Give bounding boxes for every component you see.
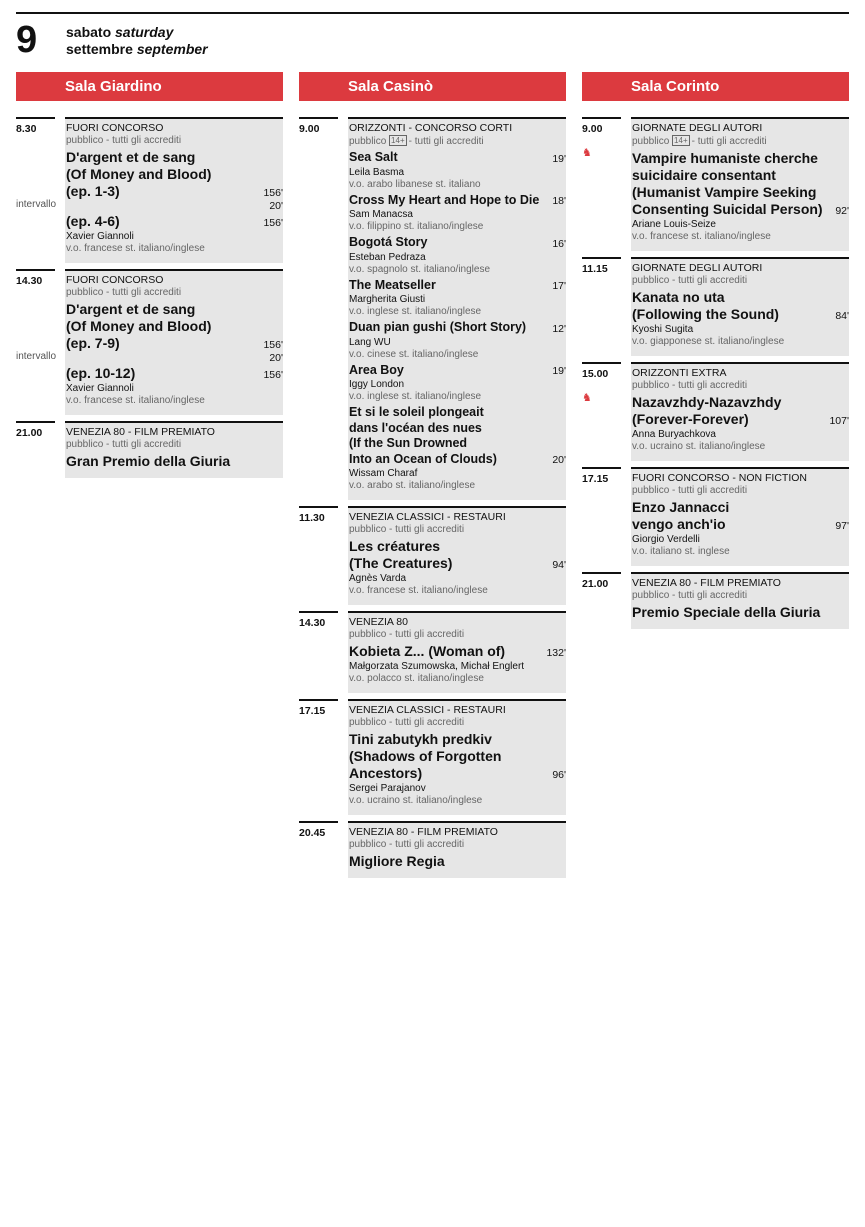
film-title: Les créatures: [349, 538, 441, 554]
film-title: Ancestors): [349, 765, 423, 781]
film-title: Cross My Heart and Hope to Die: [349, 192, 540, 207]
film-entry: [349, 193, 566, 234]
director: Lang WU: [349, 336, 391, 348]
section-label: VENEZIA 80 - FILM PREMIATO: [349, 826, 498, 838]
section-label: ORIZZONTI - CONCORSO CORTI: [349, 122, 513, 134]
duration: 12': [552, 322, 566, 335]
film-title: Et si le soleil plongeait: [349, 405, 484, 419]
section-label: FUORI CONCORSO: [66, 122, 164, 134]
language-info: v.o. filippino st. italiano/inglese: [349, 221, 484, 232]
screening-box: [631, 362, 849, 461]
duration: 94': [552, 559, 566, 571]
film-title: Migliore Regia: [349, 853, 445, 869]
section-label: VENEZIA CLASSICI - RESTAURI: [349, 511, 506, 523]
screening-box: [65, 421, 283, 478]
film-title: Vampire humaniste cherche: [632, 150, 818, 166]
time-cell: [582, 117, 631, 251]
film-title: Premio Speciale della Giuria: [632, 604, 821, 620]
access-audience: pubblico: [349, 136, 387, 147]
film-entry: [632, 604, 849, 621]
film-title: Into an Ocean of Clouds): [349, 451, 497, 466]
age-badge: 14+: [674, 136, 688, 145]
episode-label: (ep. 7-9): [66, 335, 120, 351]
screening-box: [348, 611, 566, 693]
film-title: vengo anch'io: [632, 516, 726, 532]
director: Giorgio Verdelli: [632, 534, 700, 545]
section-label: VENEZIA 80 - FILM PREMIATO: [66, 426, 215, 438]
screening-time: 14.30: [299, 617, 326, 629]
access-label: pubblico - tutti gli accrediti: [66, 287, 182, 298]
access-accreditation: - tutti gli accrediti: [408, 136, 484, 147]
film-entry: [349, 235, 566, 276]
section-label: VENEZIA 80: [349, 616, 408, 628]
screening-time: 15.00: [582, 368, 609, 380]
film-title: Nazavzhdy-Nazavzhdy: [632, 394, 782, 410]
language-info: v.o. inglese st. italiano/inglese: [349, 391, 482, 402]
director: Wissam Charaf: [349, 468, 418, 479]
screening-box: [631, 257, 849, 356]
director: Sergei Parajanov: [349, 783, 426, 794]
director: Xavier Giannoli: [66, 383, 134, 394]
duration: 20': [552, 454, 566, 466]
column-sala-giardino: [16, 72, 283, 484]
director: Małgorzata Szumowska, Michał Englert: [349, 661, 525, 672]
film-entry: [66, 453, 283, 470]
screening-time: 21.00: [16, 427, 43, 439]
access-label: pubblico - tutti gli accrediti: [349, 717, 465, 728]
duration: 97': [835, 520, 849, 532]
screening-time: 8.30: [16, 123, 37, 135]
duration: 92': [835, 205, 849, 217]
language-info: v.o. spagnolo st. italiano/inglese: [349, 263, 491, 275]
episode-label: (ep. 10-12): [66, 365, 136, 381]
screening-box: [348, 117, 566, 500]
screening-time: 21.00: [582, 578, 609, 590]
film-entry: [66, 149, 283, 255]
director: Margherita Giusti: [349, 294, 426, 305]
film-title: Bogotá Story: [349, 235, 428, 249]
screening-slot: [582, 362, 849, 461]
film-title: The Meatseller: [349, 277, 436, 292]
screening-box: [348, 821, 566, 878]
language-info: v.o. francese st. italiano/inglese: [66, 395, 205, 406]
column-sala-casino: [299, 72, 566, 884]
screening-box: [65, 269, 283, 415]
director: Agnès Varda: [349, 573, 407, 584]
interval-duration: 20': [269, 352, 283, 364]
interval-duration: 20': [269, 200, 283, 212]
film-title: Enzo Jannacci: [632, 499, 730, 515]
section-label: FUORI CONCORSO: [66, 274, 164, 286]
screening-time: 14.30: [16, 275, 43, 287]
screening-box: [348, 699, 566, 815]
film-entry: [349, 363, 566, 404]
language-info: v.o. francese st. italiano/inglese: [66, 243, 205, 254]
section-label: VENEZIA 80 - FILM PREMIATO: [632, 577, 781, 589]
language-info: v.o. giapponese st. italiano/inglese: [632, 336, 785, 347]
access-label: pubblico - tutti gli accrediti: [349, 524, 465, 535]
access-audience: pubblico: [632, 136, 670, 147]
duration: 18': [552, 195, 566, 207]
access-label: pubblico - tutti gli accrediti: [632, 590, 748, 601]
language-info: v.o. arabo st. italiano/inglese: [349, 480, 476, 491]
venue-header: Sala Casinò: [299, 72, 566, 101]
director: Xavier Giannoli: [66, 231, 134, 242]
duration: 16': [552, 237, 566, 250]
time-cell: [582, 467, 631, 566]
duration: 17': [552, 280, 566, 292]
language-info: v.o. francese st. italiano/inglese: [349, 585, 488, 596]
duration: 156': [263, 369, 283, 381]
screening-box: [631, 117, 849, 251]
screening-box: [65, 117, 283, 263]
interval-label: intervallo: [16, 351, 57, 362]
interval-label: intervallo: [16, 199, 57, 210]
time-cell: [582, 572, 631, 629]
screening-slot: [299, 821, 566, 878]
screening-time: 9.00: [582, 123, 603, 135]
film-title: (Humanist Vampire Seeking: [632, 184, 817, 200]
language-info: v.o. inglese st. italiano/inglese: [349, 306, 482, 317]
film-entry: [349, 405, 566, 492]
director: Kyoshi Sugita: [632, 324, 694, 335]
film-title: (Following the Sound): [632, 306, 779, 322]
film-entry: [349, 538, 566, 597]
access-label: pubblico - tutti gli accrediti: [66, 135, 182, 146]
film-title: Kobieta Z... (Woman of): [349, 643, 506, 659]
age-badge: 14+: [391, 136, 405, 145]
film-title: Sea Salt: [349, 150, 398, 164]
time-cell: [16, 269, 65, 415]
screening-slot: [16, 421, 283, 478]
film-title: D'argent et de sang: [66, 149, 196, 165]
language-info: v.o. cinese st. italiano/inglese: [349, 348, 479, 360]
film-title: Consenting Suicidal Person): [632, 201, 823, 217]
time-cell: [299, 699, 348, 815]
time-cell: [16, 421, 65, 478]
lion-icon: ♞: [582, 147, 592, 159]
month-it: settembre: [66, 41, 133, 57]
screening-slot: [299, 699, 566, 815]
section-label: VENEZIA CLASSICI - RESTAURI: [349, 704, 506, 716]
time-cell: [299, 821, 348, 878]
film-title: Duan pian gushi (Short Story): [349, 320, 527, 334]
screening-slot: [299, 611, 566, 693]
film-title: Tini zabutykh predkiv: [349, 731, 492, 747]
duration: 156': [263, 187, 283, 199]
duration: 19': [552, 152, 566, 165]
duration: 96': [552, 769, 566, 781]
screening-time: 17.15: [299, 705, 326, 717]
top-rule: [16, 12, 849, 14]
screening-slot: [582, 572, 849, 629]
day-number: 9: [16, 19, 38, 61]
time-cell: [16, 117, 65, 263]
film-entry: [349, 278, 566, 319]
shorts-list: [349, 150, 566, 403]
screening-time: 9.00: [299, 123, 320, 135]
venue-header: Sala Giardino: [16, 72, 283, 101]
section-label: FUORI CONCORSO - NON FICTION: [632, 472, 807, 484]
screening-slot: [299, 117, 566, 500]
film-title: (The Creatures): [349, 555, 453, 571]
section-label: GIORNATE DEGLI AUTORI: [632, 262, 763, 274]
column-sala-corinto: [582, 72, 849, 635]
language-info: v.o. ucraino st. italiano/inglese: [349, 795, 483, 806]
film-title: dans l'océan des nues: [349, 420, 482, 435]
film-title: Area Boy: [349, 362, 404, 377]
screening-slot: [16, 269, 283, 415]
director: Sam Manacsa: [349, 209, 413, 220]
film-entry: [349, 731, 566, 807]
film-entry: [349, 150, 566, 191]
film-entry: [632, 150, 849, 243]
film-title: (Of Money and Blood): [66, 318, 212, 334]
film-entry: [632, 499, 849, 558]
screening-slot: [582, 467, 849, 566]
film-title: (If the Sun Drowned: [349, 436, 468, 450]
weekday-it: sabato: [66, 24, 112, 40]
duration: 107': [829, 415, 849, 427]
film-title: Kanata no uta: [632, 289, 725, 305]
film-title: (Shadows of Forgotten: [349, 748, 502, 764]
episode-label: (ep. 4-6): [66, 213, 120, 229]
film-title: D'argent et de sang: [66, 301, 196, 317]
film-entry: [632, 394, 849, 453]
screening-box: [348, 506, 566, 605]
access-label: pubblico - tutti gli accrediti: [632, 485, 748, 496]
film-entry: [349, 853, 566, 870]
duration: 84': [835, 310, 849, 322]
director: Iggy London: [349, 379, 405, 390]
time-cell: [299, 117, 348, 500]
screening-slot: [299, 506, 566, 605]
screening-time: 11.30: [299, 512, 325, 524]
film-title: (Forever-Forever): [632, 411, 749, 427]
screening-time: 17.15: [582, 473, 609, 485]
screening-slot: [16, 117, 283, 263]
duration: 156': [263, 339, 283, 351]
duration: 132': [546, 647, 566, 659]
duration: 19': [552, 365, 566, 377]
access-accreditation: - tutti gli accrediti: [691, 136, 767, 147]
screening-slot: [582, 117, 849, 251]
screening-time: 20.45: [299, 827, 326, 839]
access-label: pubblico - tutti gli accrediti: [632, 275, 748, 286]
access-label: pubblico - tutti gli accrediti: [632, 380, 748, 391]
film-title: suicidaire consentant: [632, 167, 776, 183]
weekday-en: saturday: [115, 24, 174, 40]
film-entry: [632, 289, 849, 348]
language-info: v.o. polacco st. italiano/inglese: [349, 673, 484, 684]
time-cell: [582, 362, 631, 461]
director: Leila Basma: [349, 166, 405, 178]
time-cell: [299, 506, 348, 605]
director: Esteban Pedraza: [349, 251, 426, 263]
access-label: [632, 135, 849, 148]
language-info: v.o. francese st. italiano/inglese: [632, 231, 771, 242]
screening-time: 11.15: [582, 263, 608, 275]
film-entry: [349, 643, 566, 685]
film-title: Gran Premio della Giuria: [66, 453, 231, 469]
film-entry: [349, 320, 566, 361]
access-label: pubblico - tutti gli accrediti: [66, 439, 182, 450]
access-label: pubblico - tutti gli accrediti: [349, 629, 465, 640]
director: Anna Buryachkova: [632, 429, 716, 440]
director: Ariane Louis-Seize: [632, 219, 716, 230]
language-info: v.o. italiano st. inglese: [632, 546, 730, 557]
time-cell: [582, 257, 631, 356]
duration: 156': [263, 217, 283, 229]
day-name: [66, 24, 208, 58]
venue-header: Sala Corinto: [582, 72, 849, 101]
month-en: september: [136, 41, 208, 57]
time-cell: [299, 611, 348, 693]
screening-box: [631, 467, 849, 566]
language-info: v.o. ucraino st. italiano/inglese: [632, 441, 766, 452]
access-label: pubblico - tutti gli accrediti: [349, 839, 465, 850]
section-label: ORIZZONTI EXTRA: [632, 367, 727, 379]
screening-box: [631, 572, 849, 629]
film-title: (Of Money and Blood): [66, 166, 212, 182]
episode-label: (ep. 1-3): [66, 183, 120, 199]
section-label: GIORNATE DEGLI AUTORI: [632, 122, 763, 134]
access-label: [349, 135, 566, 148]
screening-slot: [582, 257, 849, 356]
film-entry: [66, 301, 283, 407]
lion-icon: ♞: [582, 392, 592, 404]
language-info: v.o. arabo libanese st. italiano: [349, 178, 481, 190]
